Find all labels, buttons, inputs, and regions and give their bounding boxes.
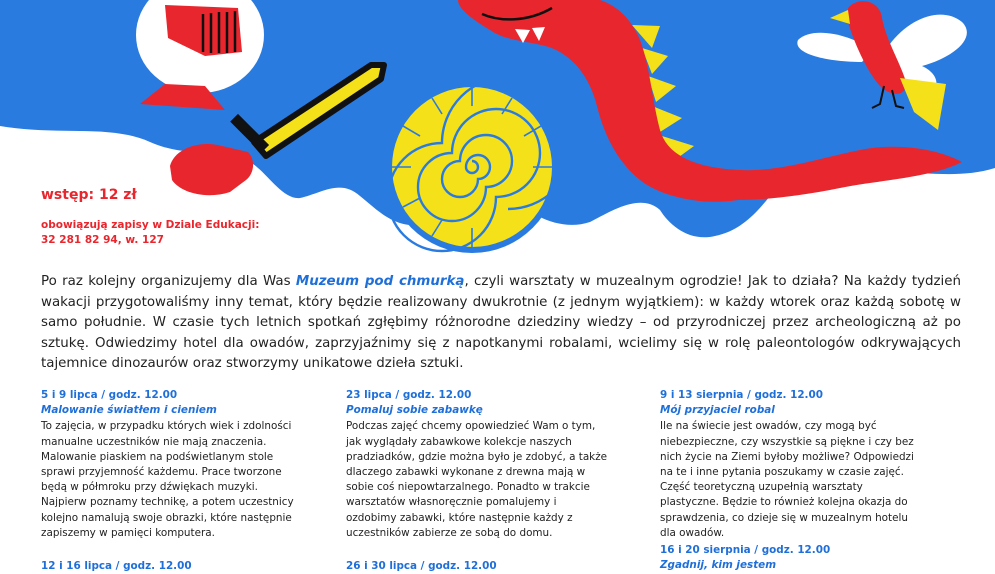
workshop-date: 5 i 9 lipca / godz. 12.00 xyxy=(41,389,178,401)
intro-text-before: Po raz kolejny organizujemy dla Was xyxy=(41,274,296,289)
intro-text-after: , czyli warsztaty w muzealnym ogrodzie! Jak to działa? Na każdy tydzień wakacji przygotowaliśmy inny temat, który będzie realizowany dwukrotnie (z jednym wyjątkiem): w każdy wtorek oraz każdą sobotę w samo południe. W czasie tych letnich spotkań zgłębimy różnorodne dziedziny wiedzy – od przyrodniczej przez archeologiczną aż po sztukę. Odwiedzimy hotel dla owadów, zaprzyjaźnimy się z napotkanymi robalami, wcielimy się w rolę paleontologów odkrywających tajemnice dinozaurów oraz stworzymy unikatowe dzieła sztuki. xyxy=(41,274,961,371)
registration-phone: 32 281 82 94, w. 127 xyxy=(41,234,164,246)
workshop-title: Mój przyjaciel robal xyxy=(660,404,775,417)
program-name: Muzeum pod chmurką xyxy=(295,274,465,289)
workshop-card-cutoff-1 xyxy=(41,559,303,574)
workshop-date: 12 i 16 lipca / godz. 12.00 xyxy=(41,560,192,572)
hand-glove xyxy=(170,144,253,195)
workshop-title: Zgadnij, kim jestem xyxy=(660,559,777,572)
workshop-date: 16 i 20 sierpnia / godz. 12.00 xyxy=(660,544,831,556)
workshop-description: Ile na świecie jest owadów, czy mogą być niebezpieczne, czy wszystkie są piękne i czy bez nich życie na Ziemi byłoby możliwe? Odpowiedzi na te i inne pytania poszukamy w czasie zajęć. Część teoretyczną uzupełnią warsztaty plastyczne. Będzie to również kolejna okazja do sprawdzenia, co dzieje się w muzealnym hotelu dla owadów. xyxy=(660,420,914,539)
intro-paragraph xyxy=(41,272,961,375)
workshop-card-2 xyxy=(346,388,608,541)
workshop-date: 9 i 13 sierpnia / godz. 12.00 xyxy=(660,389,823,401)
workshop-description: To zajęcia, w przypadku których wiek i zdolności manualne uczestników nie mają znaczenia. Malowanie piaskiem na podświetlanym stole sprawi przyjemność każdemu. Prace tworzone będą w półmroku przy dźwiękach muzyki. Najpierw poznamy technikę, a potem uczestnicy kolejno namalują swoje obrazki, które następnie zapiszemy w pamięci komputera. xyxy=(41,420,294,539)
workshop-date: 26 i 30 lipca / godz. 12.00 xyxy=(346,560,497,572)
price-label: wstęp: 12 zł xyxy=(41,187,137,203)
workshop-date: 23 lipca / godz. 12.00 xyxy=(346,389,472,401)
workshop-card-3 xyxy=(660,388,922,541)
workshop-title: Pomaluj sobie zabawkę xyxy=(346,404,483,417)
workshop-card-cutoff-2 xyxy=(346,559,608,574)
workshop-card-4 xyxy=(660,543,922,573)
workshop-title: Malowanie światłem i cieniem xyxy=(41,404,217,417)
workshop-card-1 xyxy=(41,388,303,541)
shell-rim xyxy=(392,87,552,247)
registration-note: obowiązują zapisy w Dziale Edukacji: xyxy=(41,219,260,231)
workshop-description: Podczas zajęć chcemy opowiedzieć Wam o tym, jak wyglądały zabawkowe kolekcje naszych pradziadków, gdzie można było je zdobyć, a także dlaczego zabawki wykonane z drewna mają w sobie coś niepowtarzalnego. Ponadto w trakcie warsztatów własnoręcznie pomalujemy i ozdobimy zabawki, które następnie każdy z uczestników zabierze ze sobą do domu. xyxy=(346,420,608,539)
